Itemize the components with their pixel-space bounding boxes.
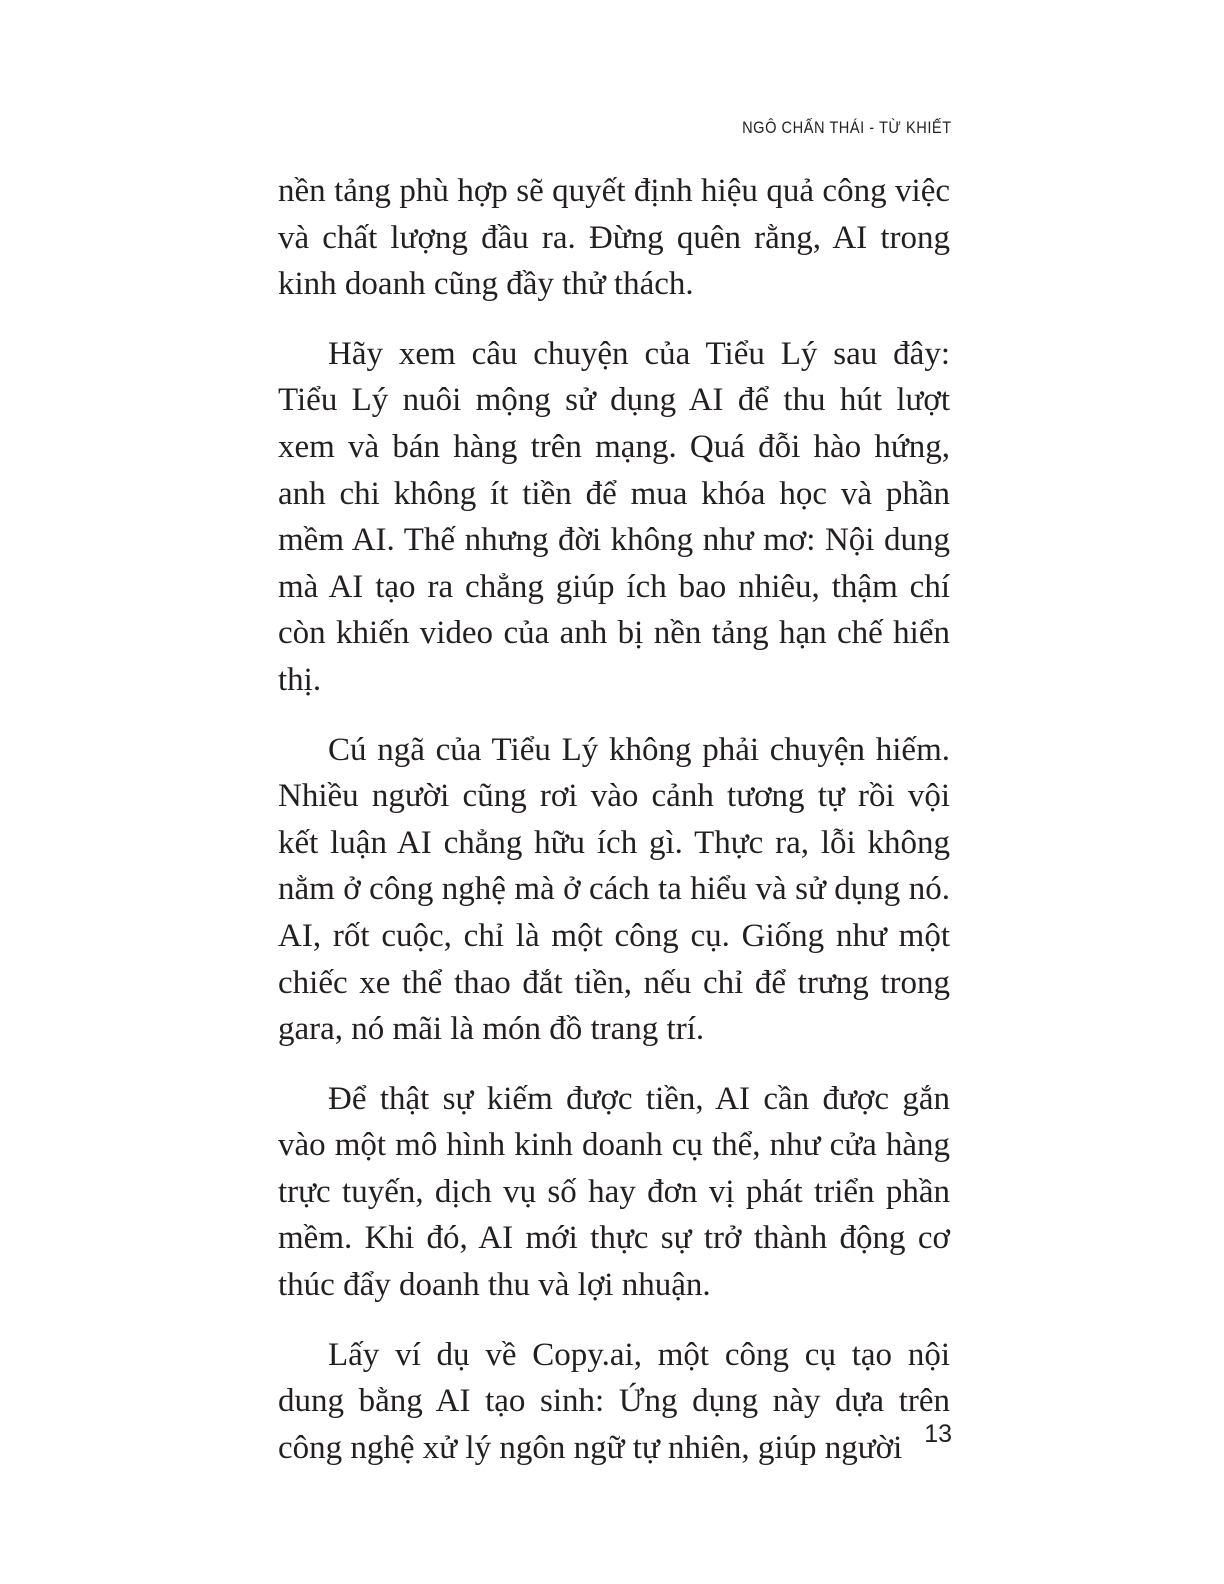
paragraph: Để thật sự kiếm được tiền, AI cần được gắn vào một mô hình kinh doanh cụ thể, như cửa hàng trực tuyến, dịch vụ số hay đơn vị phát triển phần mềm. Khi đó, AI mới thực sự trở thành động cơ thúc đẩy doanh thu và lợi nhuận. bbox=[278, 1080, 950, 1304]
paragraph: Lấy ví dụ về Copy.ai, một công cụ tạo nội dung bằng AI tạo sinh: Ứng dụng này dựa trên công nghệ xử lý ngôn ngữ tự nhiên, giúp người bbox=[278, 1336, 950, 1466]
running-header: NGÔ CHẤN THÁI - TỪ KHIẾT bbox=[742, 118, 952, 137]
body-text bbox=[278, 168, 950, 1494]
paragraph: Hãy xem câu chuyện của Tiểu Lý sau đây: Tiểu Lý nuôi mộng sử dụng AI để thu hút lượt xem và bán hàng trên mạng. Quá đỗi hào hứng, anh chi không ít tiền để mua khóa học và phần mềm AI. Thế nhưng đời không như mơ: Nội dung mà AI tạo ra chẳng giúp ích bao nhiêu, thậm chí còn khiến video của anh bị nền tảng hạn chế hiển thị. bbox=[278, 335, 950, 698]
paragraph-continuation: nền tảng phù hợp sẽ quyết định hiệu quả công việc và chất lượng đầu ra. Đừng quên rằng, AI trong kinh doanh cũng đầy thử thách. bbox=[278, 173, 950, 303]
page-number: 13 bbox=[924, 1420, 952, 1448]
paragraph: Cú ngã của Tiểu Lý không phải chuyện hiếm. Nhiều người cũng rơi vào cảnh tương tự rồi vội kết luận AI chẳng hữu ích gì. Thực ra, lỗi không nằm ở công nghệ mà ở cách ta hiểu và sử dụng nó. AI, rốt cuộc, chỉ là một công cụ. Giống như một chiếc xe thể thao đắt tiền, nếu chỉ để trưng trong gara, nó mãi là món đồ trang trí. bbox=[278, 731, 950, 1048]
